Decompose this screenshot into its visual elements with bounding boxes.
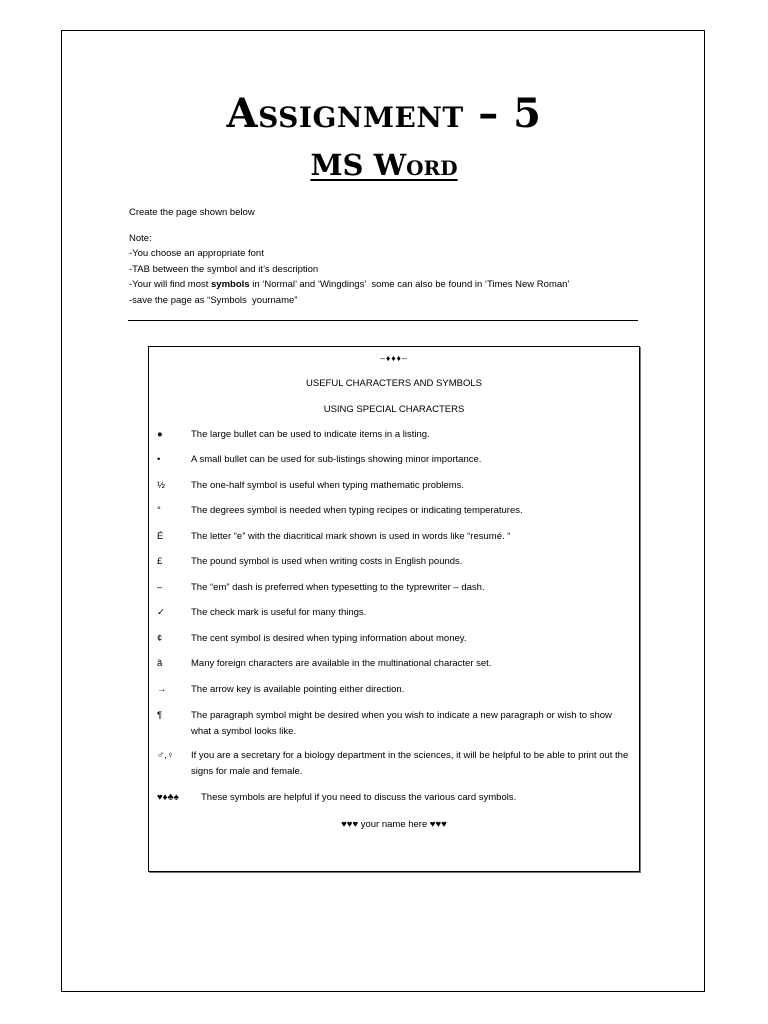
check-mark-icon: ✓ bbox=[157, 607, 165, 618]
ornament: –♦♦♦– bbox=[380, 353, 408, 363]
card-suits-icon: ♥♦♣♠ bbox=[157, 792, 179, 803]
symbol-description: Many foreign characters are available in the multinational character set. bbox=[191, 658, 492, 669]
note-line-3-pre: -Your will find most bbox=[129, 279, 212, 290]
horizontal-divider bbox=[128, 320, 638, 321]
a-tilde-symbol: ã bbox=[157, 658, 163, 669]
symbol-description: The arrow key is available pointing either direction. bbox=[191, 684, 405, 695]
box-heading-1: USEFUL CHARACTERS AND SYMBOLS bbox=[306, 378, 482, 389]
symbol-description: The letter “e” with the diacritical mark shown is used in words like “resumé. “ bbox=[191, 531, 511, 542]
male-female-icon: ♂,♀ bbox=[157, 750, 174, 761]
instructions-intro: Create the page shown below bbox=[129, 207, 255, 218]
note-line-1: -You choose an appropriate font bbox=[129, 248, 264, 259]
symbol-description: The one-half symbol is useful when typing mathematic problems. bbox=[191, 480, 464, 491]
note-line-2: -TAB between the symbol and it’s description bbox=[129, 263, 319, 275]
note-line-3 bbox=[129, 277, 570, 293]
symbol-description: A small bullet can be used for sub-listings showing minor importance. bbox=[191, 454, 482, 465]
symbol-description: The large bullet can be used to indicate items in a listing. bbox=[191, 429, 430, 440]
dash-symbol: – bbox=[157, 582, 163, 593]
symbol-description: If you are a secretary for a biology department in the sciences, it will be helpful to be able to print out the signs for male and female. bbox=[191, 750, 629, 777]
symbol-description: The pound symbol is used when writing costs in English pounds. bbox=[191, 556, 463, 567]
large-bullet-symbol: ● bbox=[157, 429, 163, 440]
symbol-description: The paragraph symbol might be desired when you wish to indicate a new paragraph or wish to show what a symbol looks like. bbox=[191, 710, 612, 737]
box-heading-2: USING SPECIAL CHARACTERS bbox=[323, 404, 465, 415]
note-heading: Note: bbox=[129, 232, 152, 244]
symbols-box bbox=[148, 346, 640, 872]
one-half-symbol: ½ bbox=[157, 480, 165, 491]
symbol-description: These symbols are helpful if you need to discuss the various card symbols. bbox=[201, 792, 517, 803]
page-title: Assignment – 5 bbox=[226, 90, 542, 137]
symbol-description: The cent symbol is desired when typing information about money. bbox=[191, 633, 467, 644]
cent-symbol: ¢ bbox=[157, 633, 163, 644]
instructions bbox=[129, 205, 570, 308]
symbol-description: The “em” dash is preferred when typesetting to the typrewriter – dash. bbox=[191, 582, 485, 593]
symbol-description: The degrees symbol is needed when typing recipes or indicating temperatures. bbox=[191, 505, 523, 516]
pound-symbol: £ bbox=[157, 556, 163, 567]
note-line-3-bold: symbols bbox=[211, 279, 250, 290]
symbol-description: The check mark is useful for many things. bbox=[191, 607, 367, 618]
e-acute-symbol: É bbox=[157, 531, 164, 542]
note-line-3-post: in ‘Normal’ and ‘Wingdings’ some can also be found in ‘Times New Roman’ bbox=[249, 279, 570, 290]
note-line-4: -save the page as “Symbols yourname” bbox=[129, 294, 298, 306]
page-subtitle bbox=[0, 145, 768, 185]
arrow-right-icon: → bbox=[157, 684, 167, 695]
pilcrow-symbol: ¶ bbox=[157, 710, 163, 721]
subtitle-text: MS Word bbox=[310, 148, 458, 182]
degree-symbol: ° bbox=[157, 505, 161, 516]
box-footer: ♥♥♥ your name here ♥♥♥ bbox=[341, 819, 447, 830]
small-bullet-symbol: • bbox=[157, 454, 161, 465]
